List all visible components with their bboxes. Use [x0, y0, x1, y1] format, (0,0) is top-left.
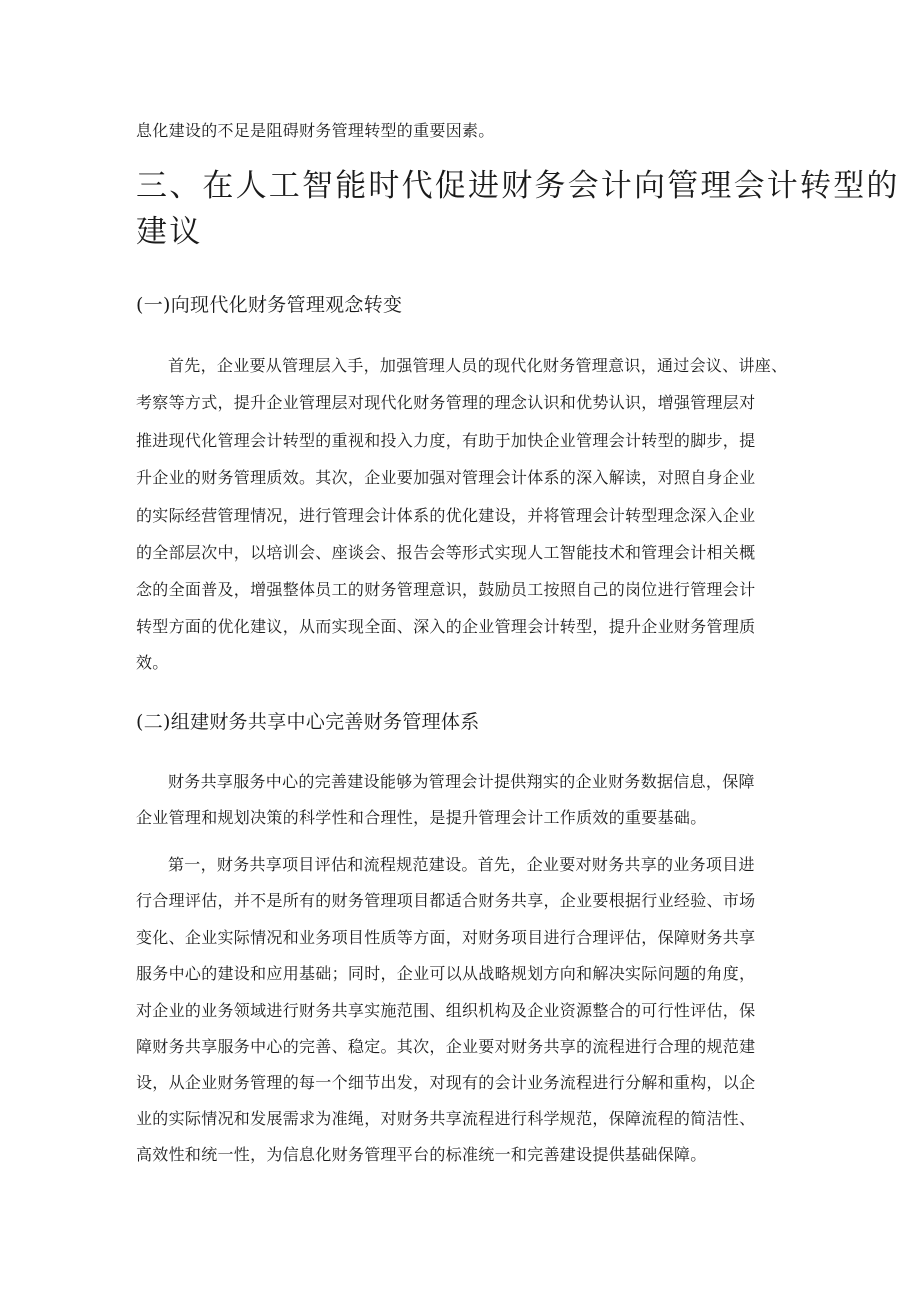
intro-line: 息化建设的不足是阻碍财务管理转型的重要因素。 [136, 121, 495, 140]
paragraph-line: 企业管理和规划决策的科学性和合理性，是提升管理会计工作质效的重要基础。 [136, 808, 707, 827]
paragraph-line: 转型方面的优化建议，从而实现全面、深入的企业管理会计转型，提升企业财务管理质 [136, 617, 756, 636]
paragraph-line: 变化、企业实际情况和业务项目性质等方面，对财务项目进行合理评估，保障财务共享 [136, 928, 756, 947]
paragraph-line: 障财务共享服务中心的完善、稳定。其次，企业要对财务共享的流程进行合理的规范建 [136, 1037, 756, 1056]
paragraph-line: 的全部层次中，以培训会、座谈会、报告会等形式实现人工智能技术和管理会计相关概 [136, 543, 756, 562]
paragraph-line: 对企业的业务领域进行财务共享实施范围、组织机构及企业资源整合的可行性评估，保 [136, 1001, 756, 1020]
paragraph-line: 行合理评估，并不是所有的财务管理项目都适合财务共享，企业要根据行业经验、市场 [136, 891, 756, 910]
paragraph-line: 效。 [136, 653, 169, 672]
paragraph-line: 念的全面普及，增强整体员工的财务管理意识，鼓励员工按照自己的岗位进行管理会计 [136, 580, 756, 599]
section-title-line-1: 三、在人工智能时代促进财务会计向管理会计转型的 [136, 168, 900, 204]
paragraph-line: 业的实际情况和发展需求为准绳，对财务共享流程进行科学规范，保障流程的简洁性、 [136, 1109, 756, 1128]
section-title-line-2: 建议 [136, 214, 203, 250]
paragraph-line: 财务共享服务中心的完善建设能够为管理会计提供翔实的企业财务数据信息，保障 [168, 772, 755, 791]
paragraph-line: 服务中心的建设和应用基础；同时，企业可以从战略规划方向和解决实际问题的角度， [136, 964, 756, 983]
paragraph-line: 第一，财务共享项目评估和流程规范建设。首先，企业要对财务共享的业务项目进 [168, 855, 755, 874]
subsection-title-2: (二)组建财务共享中心完善财务管理体系 [136, 711, 480, 733]
paragraph-line: 考察等方式，提升企业管理层对现代化财务管理的理念认识和优势认识，增强管理层对 [136, 393, 756, 412]
paragraph-line: 的实际经营管理情况，进行管理会计体系的优化建设，并将管理会计转型理念深入企业 [136, 506, 756, 525]
paragraph-line: 高效性和统一性，为信息化财务管理平台的标准统一和完善建设提供基础保障。 [136, 1145, 707, 1164]
paragraph-line: 首先，企业要从管理层入手，加强管理人员的现代化财务管理意识，通过会议、讲座、 [168, 356, 788, 375]
subsection-title-1: (一)向现代化财务管理观念转变 [136, 294, 403, 316]
paragraph-line: 设，从企业财务管理的每一个细节出发，对现有的会计业务流程进行分解和重构，以企 [136, 1073, 756, 1092]
paragraph-line: 升企业的财务管理质效。其次，企业要加强对管理会计体系的深入解读，对照自身企业 [136, 468, 756, 487]
paragraph-line: 推进现代化管理会计转型的重视和投入力度，有助于加快企业管理会计转型的脚步，提 [136, 431, 756, 450]
